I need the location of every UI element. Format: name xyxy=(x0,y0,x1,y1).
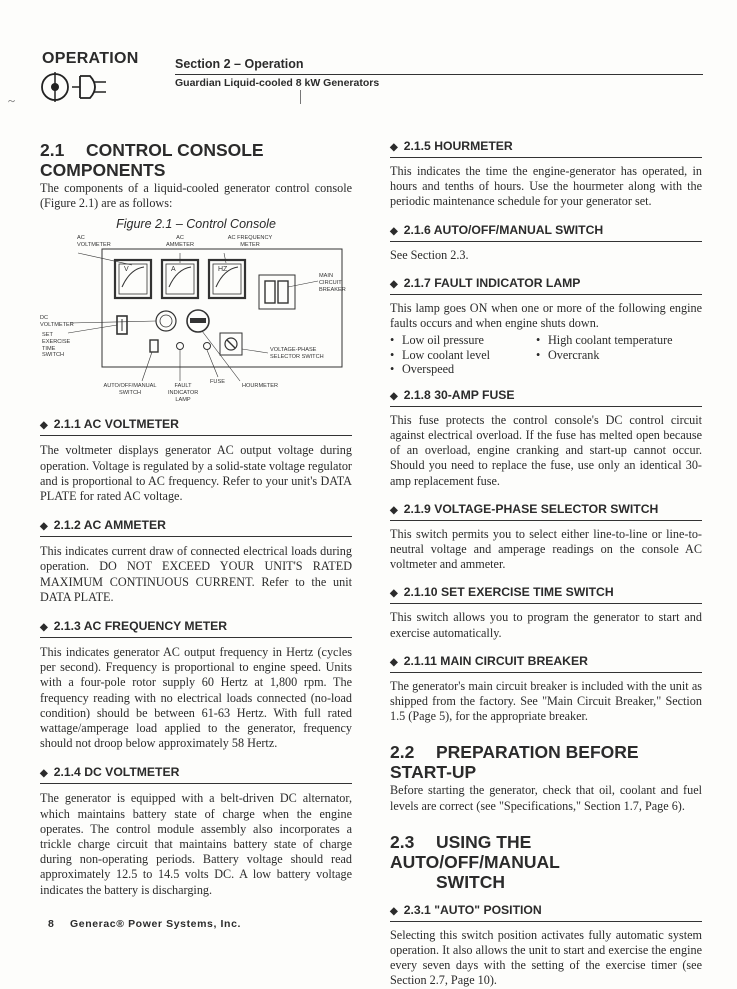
sub-2-1-9-heading xyxy=(390,501,702,521)
label-ac-voltmeter: AC VOLTMETER xyxy=(77,235,111,248)
diamond-bullet-icon: ◆ xyxy=(390,278,398,290)
header-rule xyxy=(175,74,703,75)
section-2-2-heading xyxy=(390,742,702,782)
fault-item: Low coolant level xyxy=(402,347,490,362)
operation-label: OPERATION xyxy=(42,50,139,67)
list-item xyxy=(390,362,702,377)
heading-text: 2.1.9 VOLTAGE-PHASE SELECTOR SWITCH xyxy=(403,501,659,516)
label-voltage-phase-selector-switch: VOLTAGE-PHASE SELECTOR SWITCH xyxy=(270,347,324,360)
section-number: 2.3 xyxy=(390,831,415,852)
list-item xyxy=(390,333,702,348)
heading-text: 2.1.7 FAULT INDICATOR LAMP xyxy=(403,275,581,290)
diamond-bullet-icon: ◆ xyxy=(40,521,48,533)
sub-2-1-6-heading xyxy=(390,222,702,242)
heading-text: 2.1.3 AC FREQUENCY METER xyxy=(53,619,228,634)
sub-2-1-11-heading xyxy=(390,653,702,673)
label-main-circuit-breaker: MAIN CIRCUIT BREAKER xyxy=(319,273,346,293)
section-title: Section 2 – Operation xyxy=(175,57,304,71)
diamond-bullet-icon: ◆ xyxy=(390,225,398,237)
diamond-bullet-icon: ◆ xyxy=(40,622,48,634)
sub-2-1-3-body: This indicates generator AC output frequency in Hertz (cycles per second). Frequency is proportional to engine speed. Units with a four-pole rotor supply 60 Hertz at 1,800 rpm. The frequency reading with no electrical loads connected (no-load condition) should be between 61-63 Hertz. With full rated wattage/amperage load applied to the generator, frequency should not droop below approximately 58 Hertz. xyxy=(40,645,352,751)
section-number: 2.1 xyxy=(40,140,65,160)
bullet-dot-icon: • xyxy=(536,347,541,362)
label-hourmeter: HOURMETER xyxy=(242,383,279,390)
left-column xyxy=(40,140,352,898)
sub-2-1-7-body: This lamp goes ON when one or more of the following engine faults occurs and when engine shuts down. xyxy=(390,300,702,331)
sub-2-1-11-body: The generator's main circuit breaker is included with the unit as shipped from the factory. See "Main Circuit Breaker," Section 1.5 (Page 5), for the appropriate breaker. xyxy=(390,678,702,724)
diamond-bullet-icon: ◆ xyxy=(390,504,398,516)
sub-2-1-4-heading xyxy=(40,764,352,784)
heading-text: 2.1.8 30-AMP FUSE xyxy=(403,387,515,402)
diamond-bullet-icon: ◆ xyxy=(390,656,398,668)
section-2-1-heading xyxy=(40,140,352,180)
fault-list xyxy=(390,333,702,377)
label-ac-frequency-meter: AC FREQUENCY METER xyxy=(227,235,273,248)
section-number: 2.2 xyxy=(390,742,415,763)
section-title-text-line2: SWITCH xyxy=(436,871,506,892)
sub-2-1-2-heading xyxy=(40,517,352,537)
heading-text: 2.1.1 AC VOLTMETER xyxy=(53,417,179,432)
diamond-bullet-icon: ◆ xyxy=(390,905,398,917)
document-subtitle: Guardian Liquid-cooled 8 kW Generators xyxy=(175,77,380,89)
sub-2-1-1-body: The voltmeter displays generator AC output voltage during operation. Voltage is regulated by a solid-state voltage regulator and is proportional to AC frequency. Refer to your unit's DATA PLATE for rated AC voltage. xyxy=(40,443,352,504)
section-2-1-intro: The components of a liquid-cooled generator control console (Figure 2.1) are as follows: xyxy=(40,181,352,211)
section-2-2-body: Before starting the generator, check that oil, coolant and fuel levels are correct (see "Specifications," Section 1.7, Page 6). xyxy=(390,783,702,813)
sub-2-1-10-body: This switch allows you to program the generator to start and exercise automatically. xyxy=(390,610,702,640)
sub-2-1-5-heading xyxy=(390,138,702,158)
heading-text: 2.1.6 AUTO/OFF/MANUAL SWITCH xyxy=(403,222,604,237)
heading-text: 2.1.2 AC AMMETER xyxy=(53,518,166,533)
label-ac-ammeter: AC AMMETER xyxy=(166,235,194,248)
meter-a-label: A xyxy=(171,266,176,274)
sub-2-3-1-body: Selecting this switch position activates fully automatic system operation. It also allows the unit to start and exercise the engine every seven days with the setting of the exercise timer (see Section 2.7, Page 10). xyxy=(390,927,702,988)
section-title-text: CONTROL CONSOLE COMPONENTS xyxy=(40,140,264,180)
fault-item: Overspeed xyxy=(402,362,455,377)
diamond-bullet-icon: ◆ xyxy=(40,768,48,780)
heading-text: 2.3.1 "AUTO" POSITION xyxy=(403,902,542,917)
fault-item: Overcrank xyxy=(548,347,600,362)
generator-operation-icon xyxy=(40,68,120,111)
section-title-text: USING THE AUTO/OFF/MANUAL xyxy=(390,831,560,872)
sub-2-1-4-body: The generator is equipped with a belt-driven DC alternator, which maintains battery state of charge when the engine operates. The control module assembly also incorporates a trickle charge circuit that maintains battery state of charge during non-operating periods. Battery voltage should read approximately 12.5 to 14.5 volts DC. A low battery voltage indicates the battery is discharging. xyxy=(40,791,352,897)
margin-mark: ~ xyxy=(8,93,16,108)
heading-text: 2.1.4 DC VOLTMETER xyxy=(53,765,180,780)
label-set-exercise-time-switch: SET EXERCISE TIME SWITCH xyxy=(42,332,71,359)
label-dc-voltmeter: DC VOLTMETER xyxy=(40,315,74,328)
bullet-dot-icon: • xyxy=(390,347,395,362)
control-console-figure xyxy=(40,235,352,410)
sub-2-1-9-body: This switch permits you to select either line-to-line or line-to-neutral voltage and amperage readings on the console AC voltmeter and ammeter. xyxy=(390,526,702,572)
heading-text: 2.1.5 HOURMETER xyxy=(403,139,513,153)
heading-text: 2.1.11 MAIN CIRCUIT BREAKER xyxy=(403,653,588,668)
sub-2-1-5-body: This indicates the time the engine-generator has operated, in hours and tenths of hours. Use the hourmeter along with the periodic maintenance schedule for your generator set. xyxy=(390,164,702,209)
section-2-3-heading xyxy=(390,832,702,892)
diamond-bullet-icon: ◆ xyxy=(40,420,48,432)
sub-2-1-2-body: This indicates current draw of connected electrical loads during operation. DO NOT EXCEED YOUR UNIT'S RATED MAXIMUM CONTINUOUS CURRENT. Refer to the unit DATA PLATE. xyxy=(40,544,352,604)
section-title-text: PREPARATION BEFORE START-UP xyxy=(390,742,639,783)
label-fuse: FUSE xyxy=(210,379,225,386)
sub-2-1-3-heading xyxy=(40,618,352,638)
page-footer xyxy=(48,918,241,930)
right-column xyxy=(390,138,702,989)
bullet-dot-icon: • xyxy=(390,362,395,377)
sub-2-1-1-heading xyxy=(40,416,352,436)
diamond-bullet-icon: ◆ xyxy=(390,588,398,600)
sub-2-1-8-heading xyxy=(390,387,702,407)
label-fault-indicator-lamp: FAULT INDICATOR LAMP xyxy=(168,383,199,403)
fault-item: Low oil pressure xyxy=(402,333,484,348)
meter-hz-label: HZ xyxy=(218,266,228,274)
heading-text: 2.1.10 SET EXERCISE TIME SWITCH xyxy=(403,585,614,600)
page-number: 8 xyxy=(48,918,55,930)
sub-2-1-7-heading xyxy=(390,275,702,295)
bullet-dot-icon: • xyxy=(390,333,395,348)
sub-2-1-6-body: See Section 2.3. xyxy=(390,247,469,262)
bullet-dot-icon: • xyxy=(536,333,541,348)
diamond-bullet-icon: ◆ xyxy=(390,142,398,153)
sub-2-1-8-body: This fuse protects the control console's DC control circuit against electrical overload. If the fuse has melted open because of an overload, engine cranking and start-up cannot occur. Should you need to replace the fuse, use only an identical 30-amp replacement fuse. xyxy=(390,412,702,488)
list-item xyxy=(390,348,702,363)
sub-2-3-1-heading xyxy=(390,902,702,922)
sub-2-1-10-heading xyxy=(390,584,702,604)
figure-caption: Figure 2.1 – Control Console xyxy=(116,217,276,232)
label-auto-off-manual-switch: AUTO/OFF/MANUAL SWITCH xyxy=(103,383,157,396)
meter-v-label: V xyxy=(124,266,129,274)
diamond-bullet-icon: ◆ xyxy=(390,390,398,402)
fault-item: High coolant temperature xyxy=(548,333,673,348)
header-tick-mark xyxy=(300,90,301,104)
company-name: Generac® Power Systems, Inc. xyxy=(70,918,242,930)
